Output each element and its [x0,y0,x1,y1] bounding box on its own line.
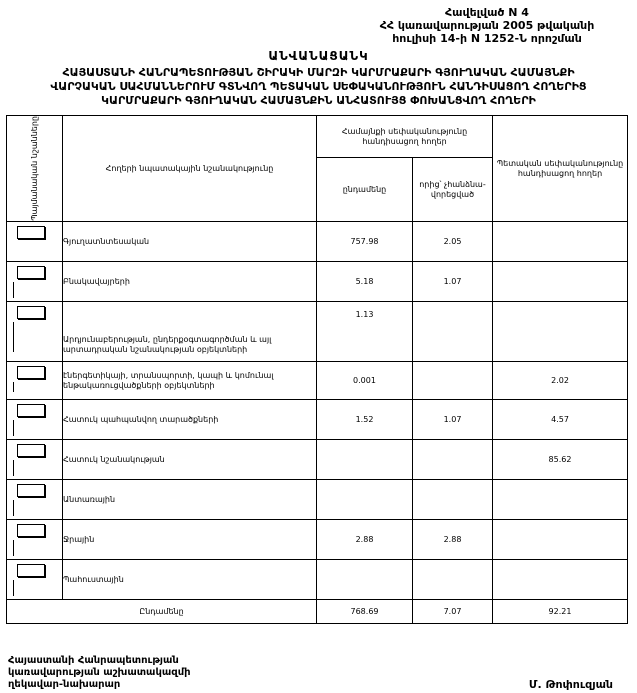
row-including: 2.05 [413,222,493,262]
row-including [413,560,493,600]
row-name: Ջրային [63,520,317,560]
table-row [7,480,628,520]
signatory-name: Մ. Թոփուզյան [528,678,613,691]
row-including: 1.07 [413,262,493,302]
table-row [7,222,628,262]
annex-decree-date: հուլիսի 14-ի N 1252-Ն որոշման [392,32,582,45]
signatory-line1: Հայաստանի Հանրապետության [8,655,179,666]
document-title: ԱՆՎԱՆԱՑԱՆԿ [268,49,369,63]
row-name: Գյուղատնտեսական [63,222,317,262]
header-total: ընդամենը [317,158,413,222]
row-including: 2.88 [413,520,493,560]
row-name: էներգետիկայի, տրանսպորտի, կապի և կոմունալ ենթակառուցվածքների օբյեկտների [63,362,317,400]
signatory-title [8,655,191,691]
row-state [493,480,628,520]
document-subtitle-line3: ԿԱՐՄՐԱՔԱՐԻ ԳՅՈՒՂԱԿԱՆ ՀԱՄԱՅՆՔԻՆ ԱՆՀԱՏՈՒՅՑ ՓՈԽԱՆՑՎՈՂ ՀՈՂԵՐԻ [101,94,536,107]
annex-number: Հավելված N 4 [445,6,529,19]
annex-decree-line: ՀՀ կառավարության 2005 թվականի [379,19,595,32]
row-total [317,560,413,600]
document-subtitle-line2: ՎԱՐՉԱԿԱՆ ՍԱՀՄԱՆՆԵՐՈՒՄ ԳՏՆՎՈՂ ՊԵՏԱԿԱՆ ՍԵՓԱԿԱՆՈՒԹՅՈՒՆ ՀԱՆԴԻՍԱՑՈՂ ՀՈՂԵՐԻՑ [50,80,587,93]
table-row [7,302,628,362]
land-table [6,115,628,624]
row-including [413,440,493,480]
row-name: Արդյունաբերության, ընդերքօգտագործման և այլ արտադրական նշանակության օբյեկտների [63,302,317,362]
legend-symbol [7,520,63,560]
row-state [493,520,628,560]
annex-header [357,6,617,45]
row-total: 757.98 [317,222,413,262]
row-state: 4.57 [493,400,628,440]
row-state: 85.62 [493,440,628,480]
row-total: 1.52 [317,400,413,440]
row-state [493,560,628,600]
row-name: Պահուստային [63,560,317,600]
legend-symbol [7,302,63,362]
row-total: 2.88 [317,520,413,560]
totals-label: Ընդամենը [7,600,317,624]
legend-symbol [7,262,63,302]
header-community: Համայնքի սեփականությունը հանդիսացող հողեր [317,116,493,158]
table-row [7,560,628,600]
legend-symbol [7,480,63,520]
totals-row [7,600,628,624]
header-code: Պայմանական նշանները [30,116,39,221]
row-name: Բնակավայրերի [63,262,317,302]
totals-total: 768.69 [317,600,413,624]
table-row [7,520,628,560]
row-state [493,302,628,362]
row-state: 2.02 [493,362,628,400]
legend-symbol [7,222,63,262]
row-total [317,440,413,480]
row-total: 1.13 [317,302,413,362]
totals-state: 92.21 [493,600,628,624]
legend-symbol [7,362,63,400]
table-row [7,262,628,302]
row-total [317,480,413,520]
row-state [493,222,628,262]
legend-symbol [7,560,63,600]
row-total: 5.18 [317,262,413,302]
row-including: 1.07 [413,400,493,440]
row-name: Անտառային [63,480,317,520]
legend-symbol [7,400,63,440]
row-including [413,480,493,520]
signatory-line2: կառավարության աշխատակազմի [8,667,191,678]
document-subtitle-line1: ՀԱՅԱՍՏԱՆԻ ՀԱՆՐԱՊԵՏՈՒԹՅԱՆ ՇԻՐԱԿԻ ՄԱՐԶԻ ԿԱՐՄՐԱՔԱՐԻ ԳՅՈՒՂԱԿԱՆ ՀԱՄԱՅՆՔԻ [62,66,575,79]
table-row [7,400,628,440]
signatory-line3: ղեկավար-նախարար [8,679,121,690]
table-row [7,440,628,480]
totals-including: 7.07 [413,600,493,624]
table-header-row [7,116,628,158]
row-including [413,302,493,362]
header-including: որից՝ չհանձնա-վորեցված [413,158,493,222]
row-including [413,362,493,400]
row-name: Հատուկ պահպանվող տարածքների [63,400,317,440]
legend-symbol [7,440,63,480]
header-state: Պետական սեփականությունը հանդիսացող հողեր [493,116,628,222]
row-total: 0.001 [317,362,413,400]
table-row [7,362,628,400]
row-state [493,262,628,302]
header-name: Հողերի նպատակային նշանակությունը [63,116,317,222]
header-code-cell [7,116,63,222]
row-name: Հատուկ նշանակության [63,440,317,480]
